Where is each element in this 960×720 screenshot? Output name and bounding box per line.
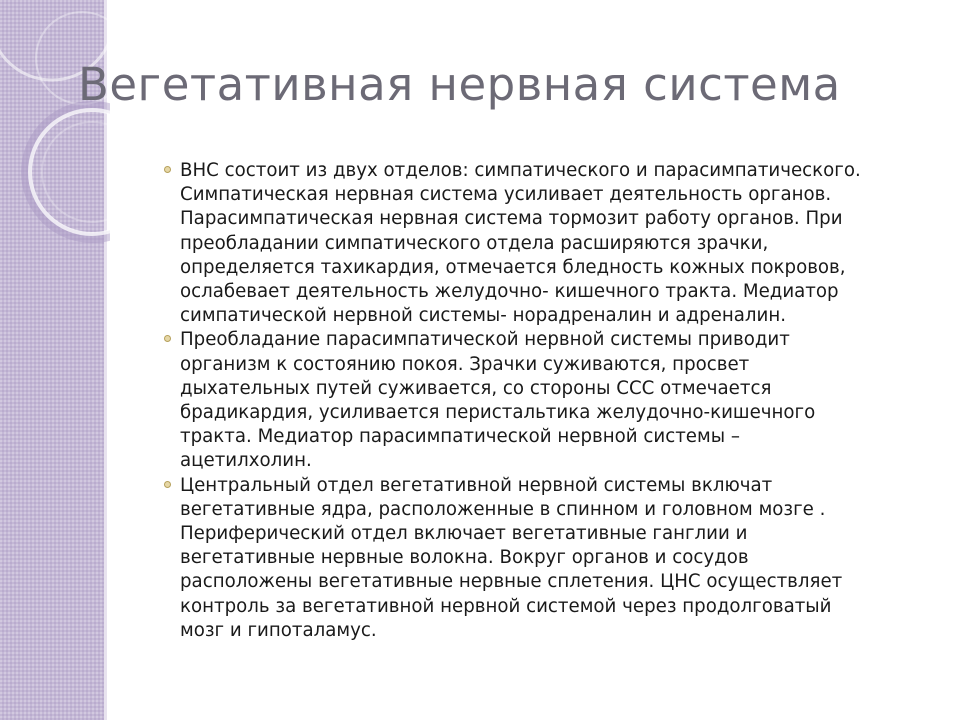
- bullet-item-1: [162, 159, 932, 328]
- bullet-line: контроль за вегетативной нервной системой через продолговатый: [180, 595, 832, 617]
- bullet-line: брадикардия, усиливается перистальтика желудочно-кишечного: [180, 402, 816, 424]
- bullet-line: определяется тахикардия, отмечается бледность кожных покровов,: [180, 256, 846, 278]
- bullet-line: Парасимпатическая нервная система тормозит работу органов. При: [180, 208, 843, 230]
- bullet-item-3: [162, 474, 932, 643]
- bullet-line: тракта. Медиатор парасимпатической нервной системы –: [180, 426, 740, 448]
- bullet-line: Преобладание парасимпатической нервной системы приводит: [180, 329, 790, 351]
- slide-title: Вегетативная нервная система: [78, 58, 841, 111]
- decorative-rings-icon: [0, 0, 110, 260]
- bullet-item-2: [162, 328, 932, 473]
- bullet-line: ослабевает деятельность желудочно- кишечного тракта. Медиатор: [180, 281, 839, 303]
- bullet-line: вегетативные ядра, расположенные в спинном и головном мозге .: [180, 498, 826, 520]
- bullet-line: расположены вегетативные нервные сплетения. ЦНС осуществляет: [180, 571, 843, 593]
- circle-bullet-icon: [164, 166, 171, 173]
- bullet-line: симпатической нервной системы- норадреналин и адреналин.: [180, 305, 787, 327]
- bullet-line: дыхательных путей суживается, со стороны ССС отмечается: [180, 377, 772, 399]
- circle-bullet-icon: [164, 335, 171, 342]
- bullet-line: вегетативные нервные волокна. Вокруг органов и сосудов: [180, 547, 749, 569]
- bullet-line: преобладании симпатического отдела расширяются зрачки,: [180, 232, 769, 254]
- bullet-line: Симпатическая нервная система усиливает деятельность органов.: [180, 184, 832, 206]
- bullet-line: Периферический отдел включает вегетативные ганглии и: [180, 523, 748, 545]
- bullet-line: мозг и гипоталамус.: [180, 619, 377, 641]
- bullet-line: ацетилхолин.: [180, 450, 312, 472]
- circle-bullet-icon: [164, 481, 171, 488]
- bullet-line: Центральный отдел вегетативной нервной системы включат: [180, 474, 773, 496]
- bullet-line: ВНС состоит из двух отделов: симпатического и парасимпатического.: [180, 160, 861, 181]
- bullet-list: [162, 159, 932, 643]
- bullet-line: организм к состоянию покоя. Зрачки суживаются, просвет: [180, 353, 750, 375]
